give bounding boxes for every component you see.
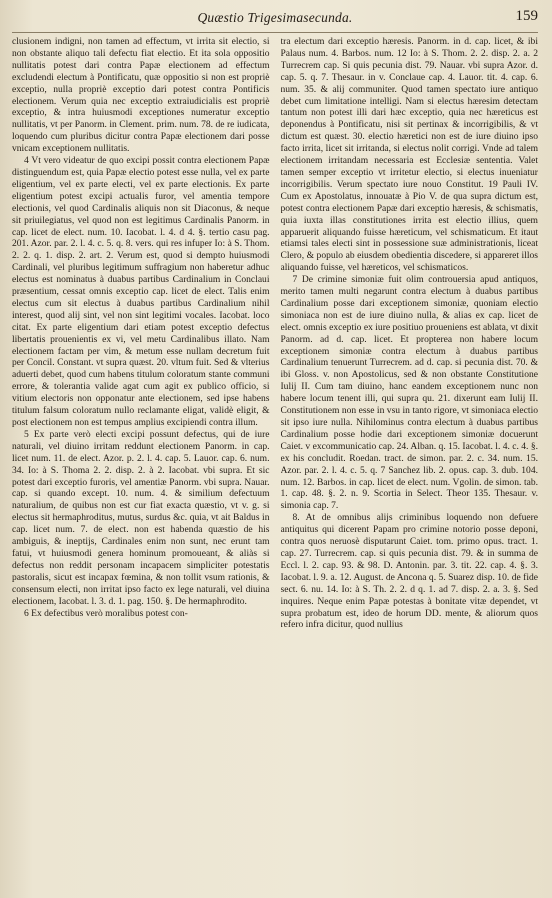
left-column bbox=[12, 36, 270, 888]
paragraph: 5 Ex parte verò electi excipi possunt defectus, qui de iure naturali, vel diuino irritam reddunt electionem Panorm. in cap. licet num. 11. de elect. Azor. p. 2. l. 4. cap. 5. Lauor. cap. 6. num. 34. Io: à S. Thoma 2. 2. disp. 2. à 2. Iacobat. vbi supra. Et sic potest dari exceptio furoris, vel amentiæ Panorm. vbi supra. Nauar. cap. si quando except. 10. num. 4. & similium defectuum naturalium, de quibus non est cur fiat exacta quæstio, vt v. g. si electus sit hermaphroditus, mutus, surdus &c. quia, vt ait Baldus in cap. licet num. 7. de elect. non est habenda quæstio de his ambiguis, & ineptijs, Cardinales enim non sunt, nec erunt tam fatui, vt huiusmodi genera hominum promoueant, & aliàs si defectus non reddit personam incapacem simpliciter potestatis pastoralis, sicut est incapax fœmina, & non tollit vsum rationis, & consensum electi, non irritat ipso facto ex lege naturali, vel diuina electionem, Iacobat. l. 3. d. 1. pag. 150. §. De hermaphrodito. bbox=[12, 428, 270, 607]
page-number: 159 bbox=[515, 8, 538, 24]
paragraph: 8. At de omnibus alijs criminibus loquendo non defuere antiquitus qui dicerent Papam pro crimine notorio posse deponi, contra quos neruosè disputarunt Caiet. tom. primo opus. tract. 1. cap. 27. Turrecrem. cap. si quis pecunia dist. 79. & in summa de Eccl. l. 2. cap. 93. & 98. D. Antonin. par. 3. tit. 22. cap. 4. §. 3. Iacobat. l. 9. a. 12. August. de Ancona q. 5. Suarez disp. 10. de fide sect. 6. nu. 14. Io: à S. Th. 2. 2. d q. 1. ad 7. disp. 2. a. 3. §. Sed inquires. Neque enim Papæ potestas à bonitate vitæ dependet, vt supra probatum est, ideo de horum DD. mente, & aliorum quos refero infra dicitur, quod nullius bbox=[280, 512, 538, 631]
paragraph: clusionem indigni, non tamen ad effectum, vt irrita sit electio, si non obstante aliquo tali defectu fiat electio. Et ita sola oppositio nullitatis potest dari contra Papæ electionem ad effectum excludendi electum à Pontificatu, quæ oppositio si non est propriè exceptio, nulla propriè exceptio dari potest contra Pontificis electionem. Verum quia nec exceptio extraiudicialis est propriè exceptio, & intra huiusmodi exceptiones numeratur exceptio nullitatis, vt per Panorm. in Clement. prim. num. 78. de re iudicata, loquendo cum pluribus dicitur contra Papæ electionem dari posse vnicam exceptionem nullitatis. bbox=[12, 36, 270, 155]
running-title: Quæstio Trigesimasecunda. bbox=[197, 10, 353, 25]
right-column bbox=[281, 36, 539, 888]
paragraph: 6 Ex defectibus verò moralibus potest con- bbox=[24, 607, 188, 619]
paragraph: tra electum dari exceptio hæresis. Panorm. in d. cap. licet, & ibi Palaus num. 4. Barbos. num. 12 Io: à S. Thom. 2. 2. disp. 2. a. 2 Turrecrem cap. Si quis pecunia dist. 79. Nauar. vbi supra Azor. d. cap. 5. q. 7. Thesaur. in v. Conclaue cap. 4. Lauor. tit. 4. cap. 6. num. 35. & alij communiter. Quod tamen spectato iure antiquo debet cum limitatione intelligi. Nam si electus hæresim detectam tantum non potest illi dari hæc exceptio, quia nec hæreticus est deponendus à Pontificatu, nisi sit pertinax & incorrigibilis, & vt dictum est quæst. 30. electio hæretici non est de iure diuino ipso facto irrita, licet sit irritanda, si electus nolit corrigi. Vnde ad talem electionem irritandam necessaria est Ecclesiæ sententia. Valet tamen semper exceptio vt irritetur electio, si electus inueniatur incorrigibilis. Verum spectato iure nouo Constitut. 19 Pauli IV. Cum ex Apostolatus, innouatæ à Pio V. de qua supra dictum est, potest contra electionem Papæ dari exceptio hæresis, & schismatis, quia iuxta illas constitutiones irrita est electio illius, quem apparuerit aliquando fuisse hæreticum, vel schismaticum. Et itaut etiamsi tales electi sint in possessione suæ administrationis, liceat Clero, & populo ab eiusdem obedientia discedere, si appareret illos aliquando fuisse, vel hæreticos, vel schismaticos. bbox=[280, 36, 538, 274]
page-header bbox=[12, 6, 538, 33]
paragraph: 4 Vt vero videatur de quo excipi possit contra electionem Papæ distinguendum est, quia Papæ electio potest esse nulla, vel ex parte eligentium, vel ex parte electi, vel ex parte electionis. Ex parte eligentium potest excipi actualis furor, vel amentia tempore electionis, vel quod Cardinalis aliquis non sit Diaconus, & neque sit priuilegiatus, vel quod non est legitimus Cardinalis Panorm. in cap. licet de elect. num. 10. Iacobat. l. 4. d 4. §. tertio casu pag. 201. Azor. par. 2. l. 4. c. 5. q. 8. vers. qui res infuper Io: à S. Thom. 2. 2. q. 1. disp. 2. art. 2. Verum est, quod si dempto huiusmodi Cardinali, vel pluribus legitimum suffragium non haberetur adhuc electus est nominatus à duabus partibus Cardinalium in Conclaui præsentium, cessat omnis exceptio cap. licet de elect. Talis enim electus cum sit electus à duabus partibus Cardinalium nihil interest, quod alij sint, vel non sint legitimi vocales. Iacobat. loco citat. Ex parte eligentium dari etiam potest exceptio defectus libertatis prouenientis ex vi, vel metu Cardinalibus illato. Nam electionem factam per vim, & metum esse nullam decretum fuit per Concil. Constant. vt supra quæst. 20. vltum fuit. Sed & vlterius aduerti debet, quod cum habens titulum coloratum stante communi errore, & tolerantia valide agat cum agit ex publico officio, si vitium electoris non opponatur ante electionem, sed ipse habens titulum falsum coloratum nullo reclamante eligat, validè eligit, & post electionem non est tempus amplius excipiendi contra illum. bbox=[12, 155, 270, 428]
paragraph: 7 De crimine simoniæ fuit olim controuersia apud antiquos, merito tamen multi negarunt contra electum à duabus partibus Cardinalium posse dari exceptionem simoniæ, quoniam electio simoniaca non est de iure diuino nulla, & alias ex cap. licet de elect. omnis exceptio ex iure positiuo proueniens est ablata, vt dixit Panorm. ad d. cap. licet. Et propterea non habere locum exceptionem simoniæ contra electum à duabus partibus Cardinalium tenuerunt Turrecrem. ad d. cap. si pecunia dist. 70. & ibi Gloss. v. non Apostolicus, sed & non obstante Constitutione Iulij II. Cum tam diuino, hanc eandem exceptionem nunc non habere locum tenent illi, qui supra qu. 21. dixerunt eam Iulij II. Constitutionem non esse in vsu in tanto rigore, vt simoniaca electio sit ipso iure nulla. Nihilominus contra electum à duabus partibus Cardinalium posse hodie dari exceptionem simoniæ docuerunt Caiet. v excommunicatio cap. 24. Alban. q. 15. Iacobat. l. 4. c. 4. §. ex his concludit. Roedan. tract. de simon. par. 2. c. 34. num. 15. Azor. par. 2. l. 4. c. 5. q. 7 Sanchez lib. 2. opus. cap. 3. dub. 104. num. 12. Barbos. in cap. licet de elect. num. Vgolin. de simon. tab. 1. cap. 48. §. 2. n. 9. Scortia in Select. Theor 135. Thesaur. v. simonia cap. 7. bbox=[280, 274, 538, 512]
text-columns bbox=[12, 36, 538, 888]
